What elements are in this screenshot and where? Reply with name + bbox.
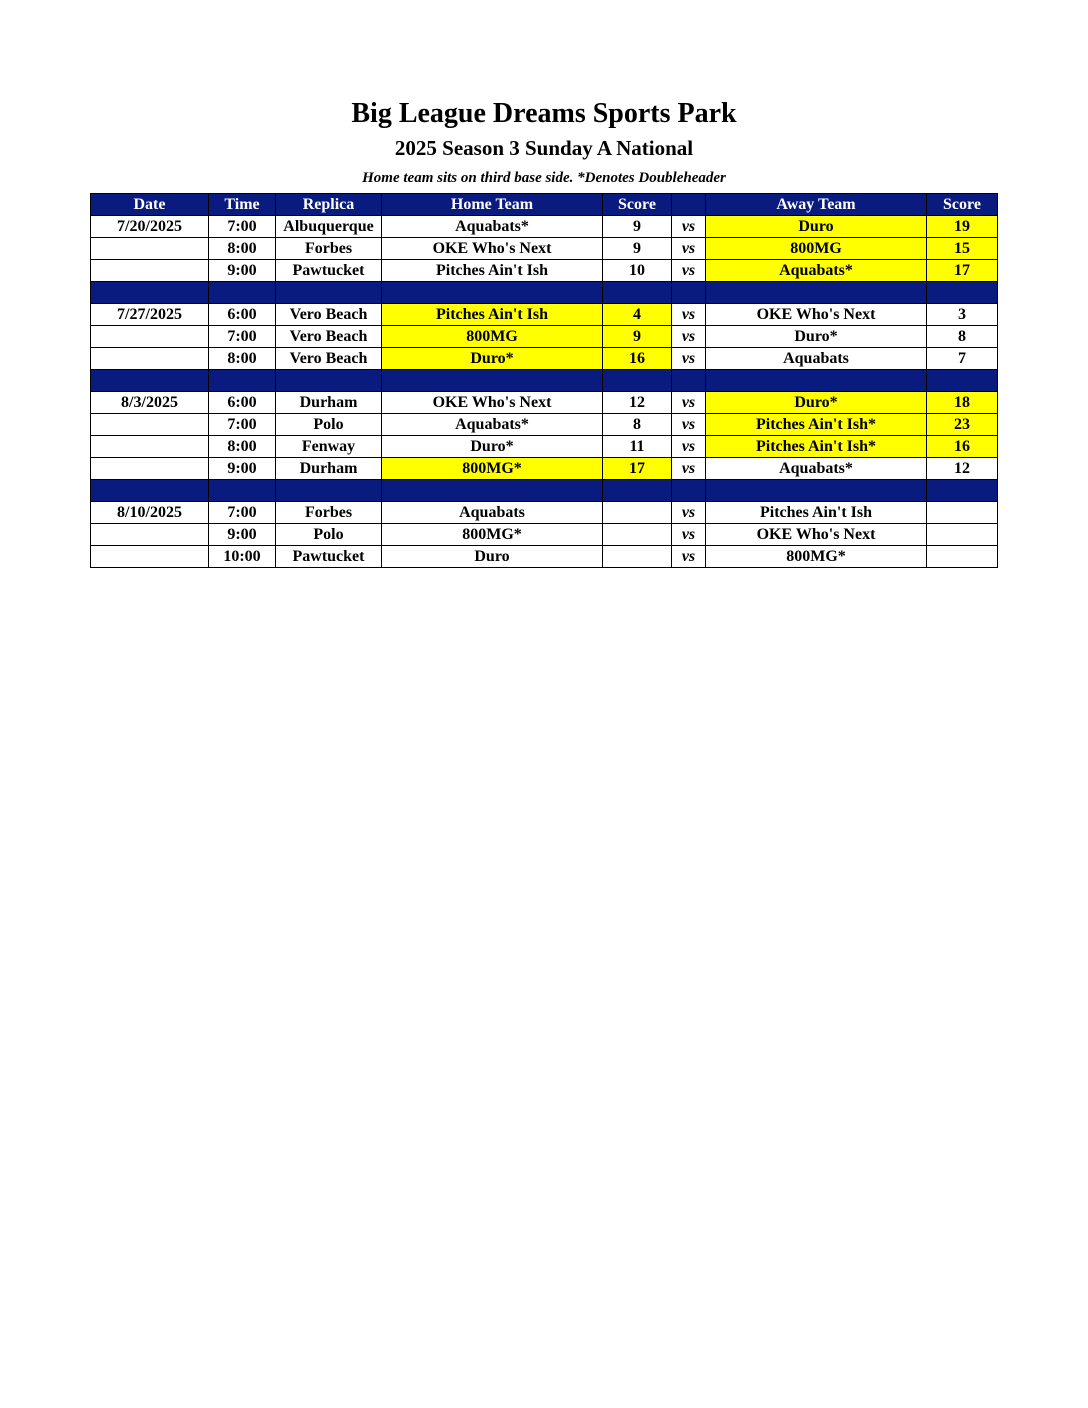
- separator-cell: [706, 480, 927, 502]
- table-row: [91, 348, 998, 370]
- away-team-cell: OKE Who's Next: [706, 304, 927, 326]
- away-score-cell: 16: [927, 436, 998, 458]
- away-team-cell: Duro: [706, 216, 927, 238]
- away-score-cell: 15: [927, 238, 998, 260]
- date-cell: 8/3/2025: [91, 392, 209, 414]
- replica-cell: Vero Beach: [276, 326, 382, 348]
- vs-cell: vs: [672, 392, 706, 414]
- separator-cell: [91, 282, 209, 304]
- separator-cell: [672, 480, 706, 502]
- home-team-cell: Aquabats*: [382, 216, 603, 238]
- home-team-cell: Duro*: [382, 436, 603, 458]
- table-row: [91, 260, 998, 282]
- week-separator-row: [91, 282, 998, 304]
- vs-cell: vs: [672, 436, 706, 458]
- table-row: [91, 216, 998, 238]
- date-cell: [91, 348, 209, 370]
- separator-cell: [603, 370, 672, 392]
- date-cell: [91, 414, 209, 436]
- separator-cell: [382, 480, 603, 502]
- vs-cell: vs: [672, 238, 706, 260]
- replica-cell: Polo: [276, 524, 382, 546]
- home-score-cell: [603, 546, 672, 568]
- separator-cell: [276, 282, 382, 304]
- vs-cell: vs: [672, 414, 706, 436]
- date-cell: [91, 238, 209, 260]
- separator-cell: [927, 370, 998, 392]
- separator-cell: [603, 480, 672, 502]
- table-row: [91, 392, 998, 414]
- away-team-cell: Pitches Ain't Ish: [706, 502, 927, 524]
- separator-cell: [927, 282, 998, 304]
- away-team-cell: 800MG*: [706, 546, 927, 568]
- col-header-away-score: Score: [927, 194, 998, 216]
- separator-cell: [706, 370, 927, 392]
- replica-cell: Vero Beach: [276, 304, 382, 326]
- away-team-cell: Duro*: [706, 326, 927, 348]
- table-row: [91, 546, 998, 568]
- date-cell: 7/20/2025: [91, 216, 209, 238]
- away-score-cell: 18: [927, 392, 998, 414]
- time-cell: 8:00: [209, 238, 276, 260]
- separator-cell: [91, 480, 209, 502]
- col-header-time: Time: [209, 194, 276, 216]
- home-team-cell: 800MG: [382, 326, 603, 348]
- table-row: [91, 304, 998, 326]
- schedule-table: [90, 193, 998, 568]
- table-row: [91, 326, 998, 348]
- col-header-home-team: Home Team: [382, 194, 603, 216]
- time-cell: 9:00: [209, 524, 276, 546]
- table-row: [91, 458, 998, 480]
- away-score-cell: [927, 524, 998, 546]
- away-team-cell: Pitches Ain't Ish*: [706, 436, 927, 458]
- away-team-cell: Aquabats*: [706, 260, 927, 282]
- home-team-cell: 800MG*: [382, 458, 603, 480]
- table-header-row: [91, 194, 998, 216]
- time-cell: 7:00: [209, 216, 276, 238]
- col-header-vs: [672, 194, 706, 216]
- away-score-cell: 17: [927, 260, 998, 282]
- date-cell: 8/10/2025: [91, 502, 209, 524]
- home-score-cell: 10: [603, 260, 672, 282]
- away-score-cell: 7: [927, 348, 998, 370]
- away-score-cell: 8: [927, 326, 998, 348]
- vs-cell: vs: [672, 546, 706, 568]
- col-header-date: Date: [91, 194, 209, 216]
- replica-cell: Durham: [276, 458, 382, 480]
- date-cell: [91, 546, 209, 568]
- separator-cell: [276, 480, 382, 502]
- separator-cell: [276, 370, 382, 392]
- away-score-cell: [927, 502, 998, 524]
- replica-cell: Forbes: [276, 238, 382, 260]
- home-score-cell: 9: [603, 216, 672, 238]
- home-team-cell: Aquabats: [382, 502, 603, 524]
- page-title: Big League Dreams Sports Park: [351, 98, 737, 129]
- home-score-cell: 11: [603, 436, 672, 458]
- separator-cell: [706, 282, 927, 304]
- vs-cell: vs: [672, 524, 706, 546]
- vs-cell: vs: [672, 304, 706, 326]
- replica-cell: Vero Beach: [276, 348, 382, 370]
- away-team-cell: Aquabats: [706, 348, 927, 370]
- vs-cell: vs: [672, 216, 706, 238]
- away-score-cell: 23: [927, 414, 998, 436]
- col-header-home-score: Score: [603, 194, 672, 216]
- home-team-cell: Duro: [382, 546, 603, 568]
- vs-cell: vs: [672, 458, 706, 480]
- date-cell: [91, 260, 209, 282]
- date-cell: [91, 458, 209, 480]
- separator-cell: [91, 370, 209, 392]
- home-team-cell: 800MG*: [382, 524, 603, 546]
- away-score-cell: 12: [927, 458, 998, 480]
- replica-cell: Pawtucket: [276, 546, 382, 568]
- home-score-cell: [603, 524, 672, 546]
- replica-cell: Polo: [276, 414, 382, 436]
- away-score-cell: [927, 546, 998, 568]
- time-cell: 9:00: [209, 260, 276, 282]
- separator-cell: [927, 480, 998, 502]
- home-score-cell: 12: [603, 392, 672, 414]
- separator-cell: [603, 282, 672, 304]
- home-score-cell: 9: [603, 238, 672, 260]
- away-score-cell: 19: [927, 216, 998, 238]
- time-cell: 10:00: [209, 546, 276, 568]
- date-cell: [91, 524, 209, 546]
- separator-cell: [209, 480, 276, 502]
- date-cell: [91, 326, 209, 348]
- separator-cell: [672, 282, 706, 304]
- time-cell: 6:00: [209, 392, 276, 414]
- replica-cell: Forbes: [276, 502, 382, 524]
- home-team-cell: Pitches Ain't Ish: [382, 304, 603, 326]
- replica-cell: Pawtucket: [276, 260, 382, 282]
- vs-cell: vs: [672, 348, 706, 370]
- col-header-replica: Replica: [276, 194, 382, 216]
- separator-cell: [382, 282, 603, 304]
- table-row: [91, 414, 998, 436]
- schedule-note: Home team sits on third base side. *Denotes Doubleheader: [362, 170, 726, 186]
- time-cell: 9:00: [209, 458, 276, 480]
- time-cell: 8:00: [209, 348, 276, 370]
- home-score-cell: 4: [603, 304, 672, 326]
- away-team-cell: Pitches Ain't Ish*: [706, 414, 927, 436]
- away-team-cell: 800MG: [706, 238, 927, 260]
- home-team-cell: Duro*: [382, 348, 603, 370]
- table-row: [91, 502, 998, 524]
- page-subtitle: 2025 Season 3 Sunday A National: [394, 136, 694, 160]
- separator-cell: [672, 370, 706, 392]
- home-team-cell: OKE Who's Next: [382, 238, 603, 260]
- date-cell: 7/27/2025: [91, 304, 209, 326]
- vs-cell: vs: [672, 502, 706, 524]
- home-score-cell: 17: [603, 458, 672, 480]
- away-team-cell: Duro*: [706, 392, 927, 414]
- home-team-cell: Aquabats*: [382, 414, 603, 436]
- home-score-cell: 9: [603, 326, 672, 348]
- week-separator-row: [91, 480, 998, 502]
- time-cell: 7:00: [209, 414, 276, 436]
- table-row: [91, 524, 998, 546]
- home-team-cell: OKE Who's Next: [382, 392, 603, 414]
- week-separator-row: [91, 370, 998, 392]
- time-cell: 8:00: [209, 436, 276, 458]
- time-cell: 7:00: [209, 502, 276, 524]
- separator-cell: [382, 370, 603, 392]
- replica-cell: Durham: [276, 392, 382, 414]
- table-row: [91, 238, 998, 260]
- vs-cell: vs: [672, 326, 706, 348]
- home-score-cell: 8: [603, 414, 672, 436]
- replica-cell: Albuquerque: [276, 216, 382, 238]
- date-cell: [91, 436, 209, 458]
- time-cell: 6:00: [209, 304, 276, 326]
- vs-cell: vs: [672, 260, 706, 282]
- separator-cell: [209, 282, 276, 304]
- schedule-body: [91, 216, 998, 568]
- home-score-cell: [603, 502, 672, 524]
- home-score-cell: 16: [603, 348, 672, 370]
- away-score-cell: 3: [927, 304, 998, 326]
- home-team-cell: Pitches Ain't Ish: [382, 260, 603, 282]
- table-row: [91, 436, 998, 458]
- away-team-cell: OKE Who's Next: [706, 524, 927, 546]
- replica-cell: Fenway: [276, 436, 382, 458]
- col-header-away-team: Away Team: [706, 194, 927, 216]
- time-cell: 7:00: [209, 326, 276, 348]
- away-team-cell: Aquabats*: [706, 458, 927, 480]
- separator-cell: [209, 370, 276, 392]
